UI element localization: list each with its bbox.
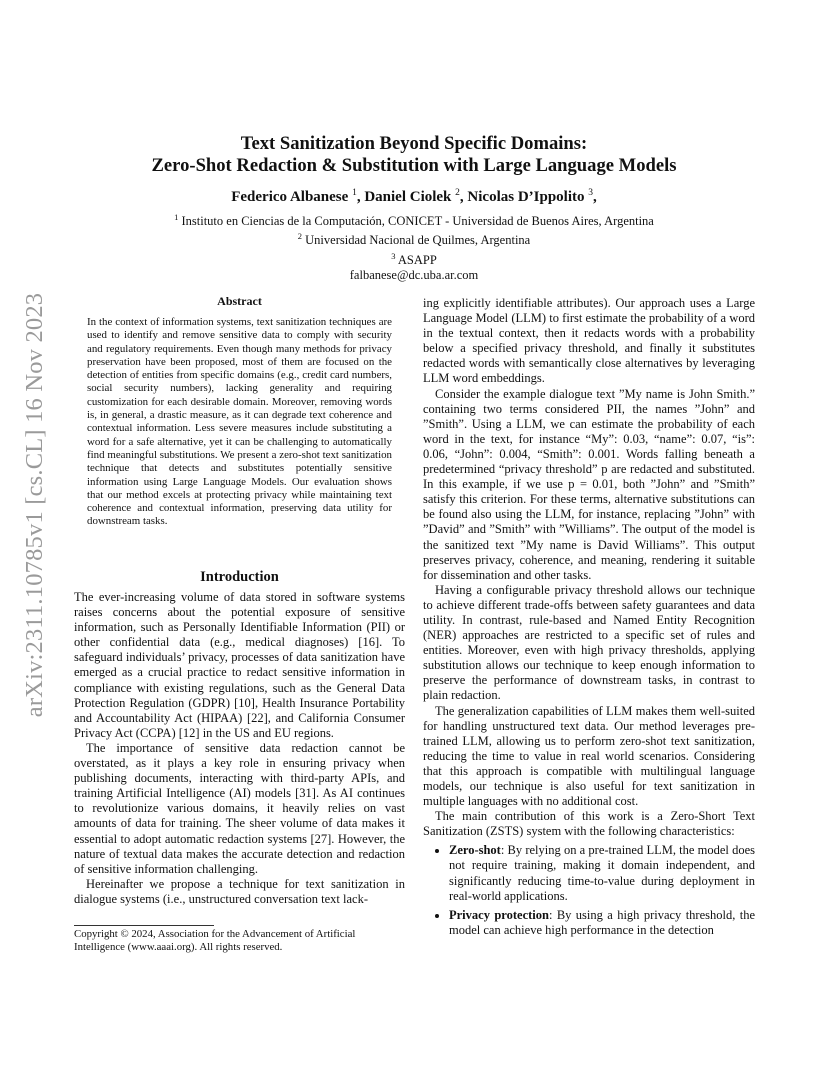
- affiliations: [0, 210, 828, 284]
- list-item: • Zero-shot: By relying on a pre-trained LLM, the model does not require training, making it domain independent, and significantly reducing time-to-value during deployment in real-world applications.: [449, 843, 755, 903]
- paragraph: The importance of sensitive data redaction cannot be overstated, as it plays a key role in ensuring privacy when publishing documents, interacting with third-party APIs, and training Artificial Intelligence (AI) models [31]. As AI continues to revolutionize various domains, it heavily relies on vast amounts of data for training. The sheer volume of data makes it essential to adopt automatic redaction systems [27]. However, the nature of textual data makes the accurate detection and redaction of sensitive information challenging.: [74, 740, 405, 876]
- author-affil-marker: 1: [352, 188, 357, 198]
- abstract-heading: Abstract: [217, 294, 262, 308]
- affiliation-line: $^1$ Instituto en Ciencias de la Computación, CONICET - Universidad de Buenos Aires, Argentina: [174, 212, 654, 229]
- author-affil-marker: 3: [588, 188, 593, 198]
- author-name: Federico Albanese: [231, 189, 349, 205]
- paragraph-continuation: ing explicitly identifiable attributes). Our approach uses a Large Language Model (LLM) to first estimate the probability of a word in the textual context, then it redacts words with a probability below a specified privacy threshold, and finally it substitutes redacted words with semantically close alternatives by leveraging LLM word embeddings.: [423, 296, 755, 386]
- paper-title: [0, 133, 828, 177]
- introduction-heading: Introduction: [200, 569, 279, 585]
- author-list: Federico Albanese $^1$, Daniel Ciolek $^2$, Nicolas D’Ippolito $^3$,: [231, 188, 597, 205]
- introduction-body: [74, 590, 405, 907]
- paragraph: The ever-increasing volume of data stored in software systems raises concerns about the potential exposure of sensitive information, such as Personally Identifiable Information (PII) or other confidential data (e.g., medical diagnoses) [16]. To safeguard individuals’ privacy, processes of data sanitization have emerged as a crucial practice to redact sensitive information in compliance with existing regulations, such as the General Data Protection Regulation (GDPR) [10], Health Insurance Portability and Accountability Act (HIPAA) [22], and California Consumer Privacy Act (CCPA) [12] in the US and EU regions.: [74, 590, 405, 740]
- paragraph: The generalization capabilities of LLM makes them well-suited for handling unstructured text data. Our method leverages pre-trained LLM, allowing us to perform zero-shot text sanitization, reducing the time to value in real world scenarios. Considering that this approach is compatible with multilingual language models, our technique is also useful for text sanitization in multiple languages with no additional cost.: [423, 703, 755, 809]
- characteristics-list: [423, 843, 755, 938]
- arxiv-identifier: arXiv:2311.10785v1 [cs.CL] 16 Nov 2023: [21, 292, 48, 718]
- affiliation-line: $^2$ Universidad Nacional de Quilmes, Argentina: [297, 231, 531, 248]
- title-line-1: Text Sanitization Beyond Specific Domains:: [240, 133, 588, 154]
- paragraph: The main contribution of this work is a Zero-Short Text Sanitization (ZSTS) system with the following characteristics:: [423, 809, 755, 839]
- author-affil-marker: 2: [455, 188, 460, 198]
- title-line-2: Zero-Shot Redaction & Substitution with Large Language Models: [151, 155, 677, 176]
- affiliation-line: $^3$ ASAPP: [391, 250, 437, 268]
- arxiv-identifier-sidebar: [22, 255, 48, 755]
- author-name: Daniel Ciolek: [364, 189, 452, 205]
- author-name: Nicolas D’Ippolito: [467, 189, 585, 205]
- footnote-rule: [74, 925, 214, 926]
- copyright-footnote: Copyright © 2024, Association for the Advancement of Artificial Intelligence (www.aaai.org). All rights reserved.: [74, 928, 356, 953]
- author-email: falbanese@dc.uba.ar.com: [349, 268, 479, 283]
- abstract-section: [87, 294, 392, 529]
- list-item: • Privacy protection: By using a high privacy threshold, the model can achieve high performance in the detection: [449, 908, 755, 938]
- paragraph: Having a configurable privacy threshold allows our technique to achieve different trade-offs between safety guarantees and data utility. In contrast, rule-based and Named Entity Recognition (NER) approaches are restricted to a specific set of rules and entities. Moreover, even with high privacy thresholds, applying substitution allows our technique to keep enough information to preserve the performance of downstream tasks, in contrast to plain redaction.: [423, 582, 755, 703]
- right-column: [423, 296, 755, 942]
- paragraph: Consider the example dialogue text ”My name is John Smith.” containing two terms considered PII, the names ”John” and ”Smith”. Using a LLM, we can estimate the probability of each word in the text, for instance “My”: 0.03, “name”: 0.07, “is”: 0.06, “John”: 0.004, “Smith”: 0.001. Words falling beneath a predetermined “privacy threshold” p are redacted and substituted. In this example, if we use p = 0.01, both ”John” and ”Smith” satisfy this criterion. For these terms, alternative substitutions can be found also using the LLM, for instance, replacing ”John” with ”David” and ”Smith” with ”Williams”. The output of the model is the sanitized text ”My name is David Williams”. This output preserves privacy, coherence, and meaning, rendering it suitable for dissemination and other tasks.: [423, 386, 755, 582]
- paragraph: Hereinafter we propose a technique for text sanitization in dialogue systems (i.e., unstructured conversation text lack-: [74, 876, 405, 906]
- abstract-text: In the context of information systems, text sanitization techniques are used to identify and remove sensitive data to comply with security and regulatory requirements. Even though many methods for privacy preservation have been proposed, most of them are focused on the detection of entities from specific domains (e.g., credit card numbers, social security numbers), lacking generality and requiring customization for each desirable domain. Moreover, removing words is, in general, a drastic measure, as it can degrade text coherence and contextual information. Less severe measures include substituting a word for a safe alternative, yet it can be challenging to automatically find meaningful substitutions. We present a zero-shot text sanitization technique that detects and substitutes potentially sensitive information using Large Language Models. Our evaluation shows that our method excels at protecting privacy while maintaining text coherence and contextual information, preserving data utility for downstream tasks.: [87, 316, 392, 528]
